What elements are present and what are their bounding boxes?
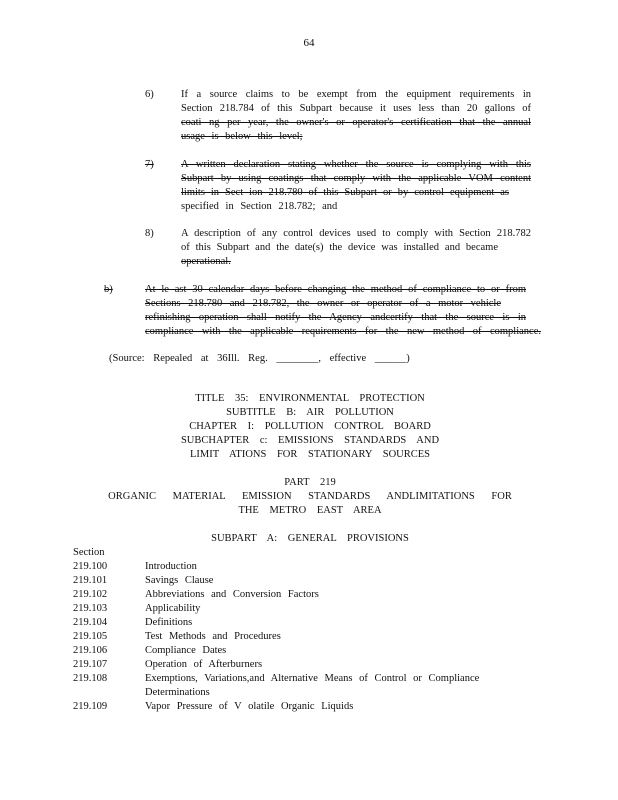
- section-number: 219.100: [73, 561, 108, 572]
- section-number: 219.108: [73, 673, 108, 684]
- source-note: (Source: Repealed at 36Ill. Reg. ________, effective ______): [109, 353, 410, 364]
- struck-text-line: Sections 218.780 and 218.782, the owner or operator of a motor vehicle: [145, 298, 501, 309]
- section-title: Operation of Afterburners: [145, 659, 263, 670]
- subsection-label: b): [104, 284, 113, 295]
- item-label: 7): [145, 159, 154, 170]
- struck-text-line: compliance with the applicable requirements for the new method of compliance.: [145, 326, 541, 337]
- section-number: 219.101: [73, 575, 108, 586]
- item-text-line: A description of any control devices used to comply with Section 218.782: [181, 228, 531, 239]
- section-number: 219.105: [73, 631, 108, 642]
- item-text-line: If a source claims to be exempt from the equipment requirements in: [181, 89, 531, 100]
- heading-line: SUBTITLE B: AIR POLLUTION: [226, 407, 394, 418]
- section-number: 219.103: [73, 603, 108, 614]
- section-title: Applicability: [145, 603, 201, 614]
- section-number: 219.102: [73, 589, 108, 600]
- page-number: 64: [303, 37, 315, 49]
- heading-line: ORGANIC MATERIAL EMISSION STANDARDS ANDLIMITATIONS FOR: [108, 491, 512, 502]
- subpart-heading: SUBPART A: GENERAL PROVISIONS: [211, 533, 409, 544]
- section-title: Test Methods and Procedures: [145, 631, 281, 642]
- section-number: 219.109: [73, 701, 108, 712]
- heading-line: THE METRO EAST AREA: [238, 505, 382, 516]
- item-text-line: Section 218.784 of this Subpart because it uses less than 20 gallons of: [181, 103, 531, 114]
- section-title: Compliance Dates: [145, 645, 227, 656]
- struck-text-line: usage is below this level;: [181, 131, 303, 142]
- item-text-line: of this Subpart and the date(s) the device was installed and became: [181, 242, 498, 253]
- section-title: Abbreviations and Conversion Factors: [145, 589, 319, 600]
- section-number: 219.107: [73, 659, 108, 670]
- section-number: 219.106: [73, 645, 108, 656]
- struck-text-line: Subpart by using coatings that comply with the applicable VOM content: [181, 173, 531, 184]
- heading-line: LIMIT ATIONS FOR STATIONARY SOURCES: [189, 449, 431, 460]
- item-text-line: specified in Section 218.782; and: [181, 201, 338, 212]
- item-label: 6): [145, 89, 154, 100]
- heading-line: SUBCHAPTER c: EMISSIONS STANDARDS AND: [180, 435, 440, 446]
- section-title: Savings Clause: [145, 575, 214, 586]
- heading-line: CHAPTER I: POLLUTION CONTROL BOARD: [189, 421, 431, 432]
- heading-line: TITLE 35: ENVIRONMENTAL PROTECTION: [195, 393, 425, 404]
- section-title-continued: Determinations: [145, 687, 210, 698]
- section-title: Definitions: [145, 617, 193, 628]
- section-title: Vapor Pressure of V olatile Organic Liquids: [145, 701, 354, 712]
- struck-text-line: A written declaration stating whether the source is complying with this: [181, 159, 531, 170]
- struck-text-line: At le ast 30 calendar days before changing the method of compliance to or from: [145, 284, 526, 295]
- struck-text-line: coati ng per year, the owner's or operator's certification that the annual: [181, 117, 531, 128]
- item-label: 8): [145, 228, 154, 239]
- struck-text-line: operational.: [181, 256, 231, 267]
- section-number: 219.104: [73, 617, 108, 628]
- heading-line: PART 219: [284, 477, 336, 488]
- struck-text-line: refinishing operation shall notify the Agency andcertify that the source is in: [145, 312, 526, 323]
- struck-text-line: limits in Sect ion 218.780 of this Subpart or by control equipment as: [181, 187, 509, 198]
- section-label: Section: [73, 547, 105, 558]
- section-title: Introduction: [145, 561, 197, 572]
- section-title: Exemptions, Variations,and Alternative Means of Control or Compliance: [145, 673, 480, 684]
